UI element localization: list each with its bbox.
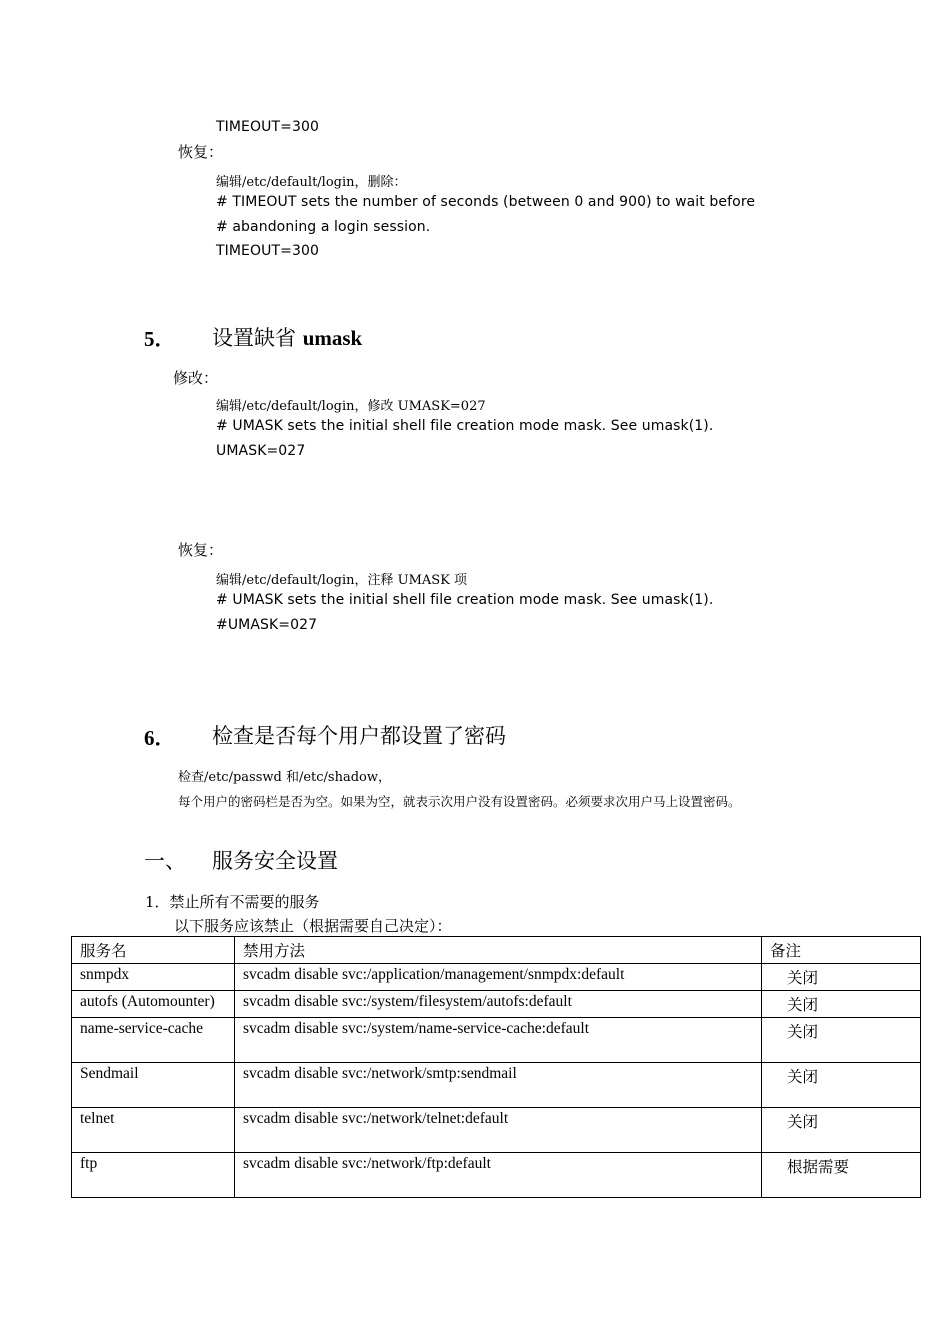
table-row — [72, 991, 921, 1018]
timeout-code: TIMEOUT=300 — [216, 119, 319, 135]
services-table — [71, 936, 921, 1198]
remark: 关闭 — [762, 1063, 921, 1108]
disable-command: svcadm disable svc:/network/smtp:sendmail — [235, 1063, 762, 1108]
table-row — [72, 1153, 921, 1198]
section-title: 检查是否每个用户都设置了密码 — [212, 724, 506, 748]
remark: 根据需要 — [762, 1153, 921, 1198]
section-number: 6． — [144, 726, 176, 750]
service-name: telnet — [72, 1108, 235, 1153]
header-remark: 备注 — [762, 937, 921, 964]
disable-command: svcadm disable svc:/application/management/snmpdx:default — [235, 964, 762, 991]
restore-label: 恢复： — [178, 541, 224, 559]
header-service-name: 服务名 — [72, 937, 235, 964]
section-title — [212, 322, 362, 352]
disable-command: svcadm disable svc:/network/ftp:default — [235, 1153, 762, 1198]
restore-note: 编辑/etc/default/login，注释 UMASK 项 — [216, 573, 468, 588]
restore-code-line: # TIMEOUT sets the number of seconds (between 0 and 900) to wait before — [216, 194, 756, 210]
service-name: ftp — [72, 1153, 235, 1198]
service-name: autofs (Automounter) — [72, 991, 235, 1018]
table-row — [72, 964, 921, 991]
remark: 关闭 — [762, 1108, 921, 1153]
restore-code-line: # UMASK sets the initial shell file creation mode mask. See umask(1). — [216, 592, 714, 608]
section-number: 5． — [144, 327, 176, 351]
remark: 关闭 — [762, 1018, 921, 1063]
remark: 关闭 — [762, 964, 921, 991]
disable-command: svcadm disable svc:/network/telnet:default — [235, 1108, 762, 1153]
restore-label: 恢复： — [178, 143, 224, 161]
service-name: name-service-cache — [72, 1018, 235, 1063]
table-header-row — [72, 937, 921, 964]
item-subtitle: 以下服务应该禁止（根据需要自己决定）： — [174, 917, 452, 935]
disable-command: svcadm disable svc:/system/name-service-cache:default — [235, 1018, 762, 1063]
restore-code-line: TIMEOUT=300 — [216, 243, 319, 259]
section-title-en: umask — [302, 326, 363, 350]
item-title: 1．禁止所有不需要的服务 — [145, 893, 320, 911]
header-disable-method: 禁用方法 — [235, 937, 762, 964]
modify-code-line: UMASK=027 — [216, 443, 306, 459]
table-row — [72, 1018, 921, 1063]
section6-line: 检查/etc/passwd 和/etc/shadow， — [178, 770, 391, 785]
disable-command: svcadm disable svc:/system/filesystem/autofs:default — [235, 991, 762, 1018]
remark: 关闭 — [762, 991, 921, 1018]
restore-code-line: #UMASK=027 — [216, 617, 318, 633]
service-name: snmpdx — [72, 964, 235, 991]
service-name: Sendmail — [72, 1063, 235, 1108]
modify-note: 编辑/etc/default/login，修改 UMASK=027 — [216, 399, 486, 414]
modify-label: 修改： — [173, 369, 219, 387]
section-title-cn: 设置缺省 — [212, 326, 296, 350]
chapter-title: 服务安全设置 — [212, 849, 338, 873]
restore-note: 编辑/etc/default/login，删除： — [216, 175, 407, 190]
restore-code-line: # abandoning a login session. — [216, 219, 431, 235]
table-row — [72, 1108, 921, 1153]
table-row — [72, 1063, 921, 1108]
modify-code-line: # UMASK sets the initial shell file creation mode mask. See umask(1). — [216, 418, 714, 434]
chapter-number: 一、 — [144, 849, 186, 873]
section6-line: 每个用户的密码栏是否为空。如果为空，就表示次用户没有设置密码。必须要求次用户马上设置密码。 — [178, 794, 741, 809]
